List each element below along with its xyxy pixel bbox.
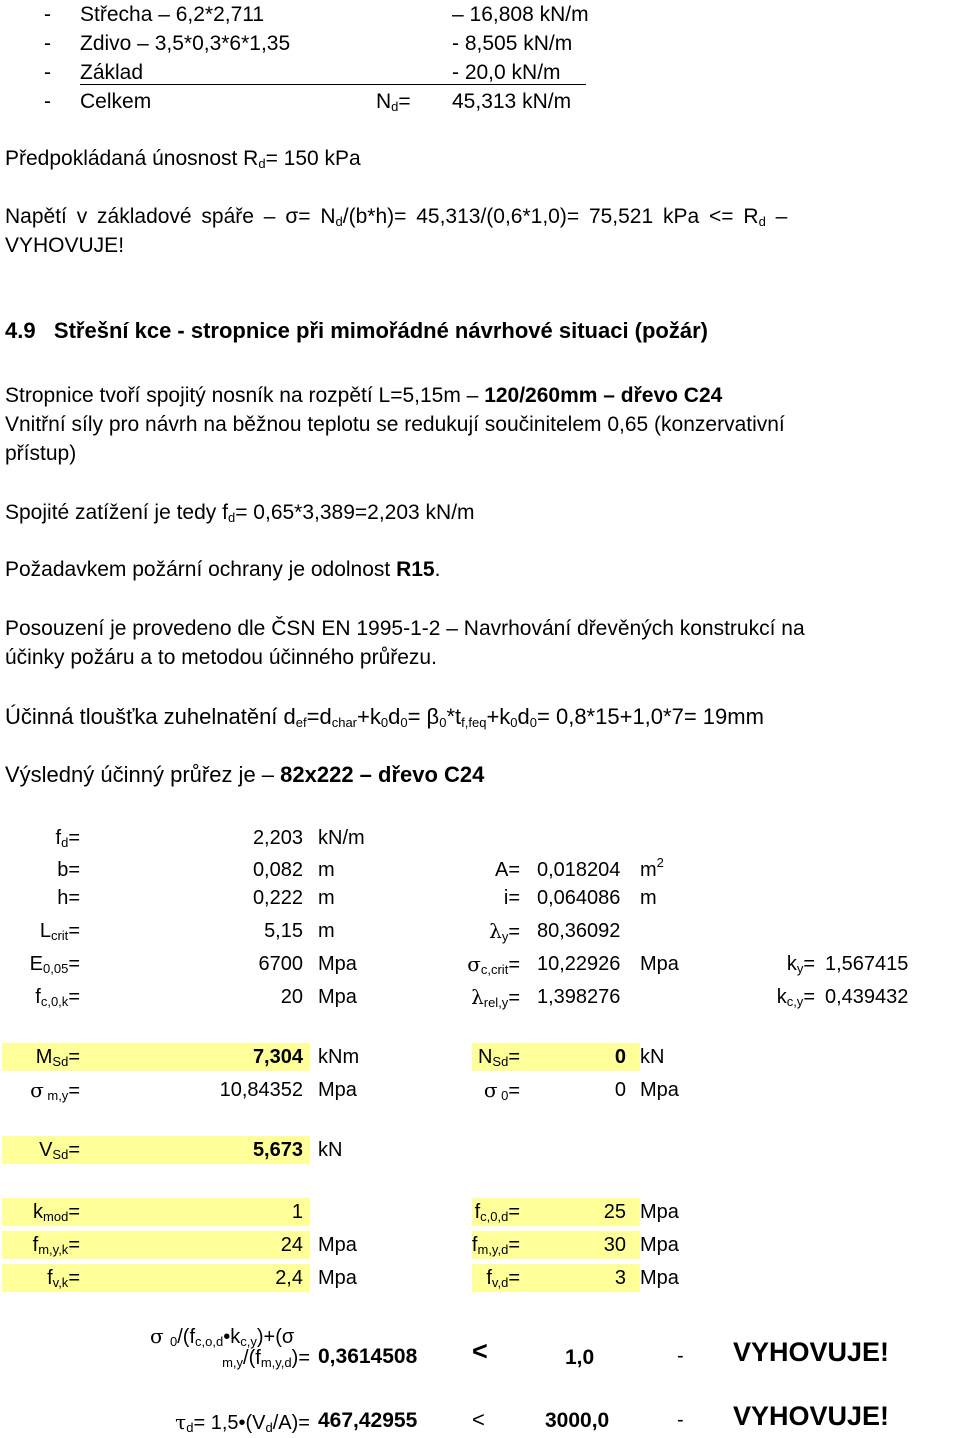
Nsd-unit: kN: [640, 1046, 665, 1068]
check1-formula: σ $_0/(f_{c,o,d}•k_{c,y})+(\sigma$: [150, 1324, 295, 1349]
sigma-my-value: 10,84352: [219, 1079, 303, 1101]
Msd-unit: kNm: [318, 1046, 360, 1068]
paragraph-fire: Požadavkem požární ochrany je odolnost R15.: [5, 558, 441, 581]
fmyd-label: $f_{m,y,d}=$: [471, 1234, 520, 1257]
Vsd-value: 5,673: [252, 1139, 303, 1161]
fvd-label: $f_{v,d}=$: [486, 1267, 520, 1290]
sigma-crit-unit: Mpa: [640, 953, 679, 975]
check2-result: VYHOVUJE!: [733, 1401, 890, 1431]
load-value-roof: – 16,808 kN/m: [452, 3, 589, 26]
check2-dash: -: [677, 1409, 684, 1431]
kmod-label: $k_{mod}=$: [33, 1201, 80, 1224]
fmyk-unit: Mpa: [318, 1234, 357, 1256]
sigma0-label: σ $_0$=: [483, 1078, 520, 1103]
check2-limit: 3000,0: [545, 1409, 610, 1432]
Vsd-label: $V_{Sd}=$: [39, 1139, 80, 1162]
check1-dash: -: [677, 1345, 684, 1367]
paragraph-standard-2: účinky požáru a to metodou účinného průřezu.: [5, 646, 437, 669]
paragraph-char: Účinná tloušťka zuhelnatění $d_{ef}=d_{char}+k_0d_0= \beta_0*t_{f,feq}+k_0d_0= 0,8*15+1,0*7= 19mm$: [5, 704, 764, 730]
fmyk-value: 24: [280, 1234, 303, 1256]
h-value: 0,222: [252, 887, 303, 909]
kcy-value: 0,439432: [825, 986, 909, 1008]
Msd-label: $M_{Sd}=$: [35, 1046, 80, 1069]
fvk-label: $f_{v,k}=$: [47, 1267, 80, 1290]
Msd-value: 7,304: [252, 1046, 303, 1068]
load-dash: -: [44, 3, 51, 26]
lambda-value: 80,36092: [537, 920, 621, 942]
lcrit-value: 5,15: [264, 920, 303, 942]
paragraph-load: Spojité zatížení je tedy $f_d= 0,65*3,389=2,203$ kN/m: [5, 501, 475, 525]
lambda-label: $\lambda_y=$: [489, 919, 520, 944]
h-unit: m: [318, 887, 335, 909]
sigma-crit-value: 10,22926: [537, 953, 621, 975]
lambda-rel-value: 1,398276: [537, 986, 621, 1008]
sum-line: [80, 84, 586, 85]
section-heading: 4.9 Střešní kce - stropnice při mimořádné návrhové situaci (požár): [5, 318, 708, 343]
E-label: $E_{0,05}=$: [29, 953, 80, 976]
paragraph-standard: Posouzení je provedeno dle ČSN EN 1995-1-2 – Navrhování dřevěných konstrukcí na: [5, 617, 805, 640]
check1-result: VYHOVUJE!: [733, 1337, 890, 1367]
A-label: A=: [494, 859, 520, 881]
ky-value: 1,567415: [825, 953, 909, 975]
load-label-roof: Střecha – 6,2*2,711: [80, 3, 265, 26]
load-value-total: 45,313 kN/m: [452, 90, 572, 113]
fmyk-label: $f_{m,y,k}=$: [32, 1234, 80, 1257]
paragraph-reduction: Vnitřní síly pro návrh na běžnou teplotu se redukují součinitelem 0,65 (konzervativní: [5, 413, 785, 436]
i-unit: m: [640, 887, 657, 909]
E-unit: Mpa: [318, 953, 357, 975]
E-value: 6700: [258, 953, 303, 975]
ky-label: $k_y=$: [786, 953, 815, 976]
kmod-value: 1: [291, 1201, 303, 1223]
capacity-line: Předpokládaná únosnost $R_d= 150$ kPa: [5, 147, 361, 171]
fvd-value: 3: [614, 1267, 626, 1289]
fc0k-value: 20: [280, 986, 303, 1008]
paragraph-reduction-2: přístup): [5, 442, 77, 465]
check1-formula-2: $_{m,y}/(f_{m,y,d})=$: [222, 1347, 310, 1370]
load-value-base: - 20,0 kN/m: [452, 61, 561, 84]
load-value-wall: - 8,505 kN/m: [452, 32, 573, 55]
sigma-my-label: σ $_{m,y}$=: [30, 1078, 80, 1103]
check1-value: 0,3614508: [318, 1345, 418, 1368]
check2-formula: $\tau_d=$ $1,5•(V_d/A)=$: [175, 1410, 310, 1435]
Vsd-unit: kN: [318, 1139, 343, 1161]
fmyd-value: 30: [603, 1234, 626, 1256]
fvd-unit: Mpa: [640, 1267, 679, 1289]
load-dash: -: [44, 61, 51, 84]
fc0k-label: $f_{c,0,k}=$: [35, 986, 80, 1009]
fvk-unit: Mpa: [318, 1267, 357, 1289]
load-label-base: Základ: [80, 61, 144, 84]
b-unit: m: [318, 859, 335, 881]
b-value: 0,082: [252, 859, 303, 881]
fc0d-value: 25: [603, 1201, 626, 1223]
A-unit: $m^2$: [640, 855, 664, 881]
fd-label: $f_d=$: [55, 827, 80, 850]
lcrit-label: $L_{crit}=$: [39, 920, 80, 943]
load-dash: -: [44, 32, 51, 55]
fc0k-unit: Mpa: [318, 986, 357, 1008]
check1-limit: 1,0: [565, 1346, 595, 1369]
load-label-wall: Zdivo – 3,5*0,3*6*1,35: [80, 32, 291, 55]
check2-operator: <: [472, 1407, 485, 1432]
stress-line: Napětí v základové spáře – $\sigma= N_d/(b*h)= 45,313/(0,6*1,0)= 75,521$ kPa <= $R_d$ –: [5, 205, 788, 229]
load-dash: -: [44, 90, 51, 113]
sigma0-unit: Mpa: [640, 1079, 679, 1101]
fc0d-unit: Mpa: [640, 1201, 679, 1223]
paragraph-section: Výsledný účinný průřez je – 82x222 – dřevo C24: [5, 762, 485, 787]
sigma-crit-label: $\sigma_{c,crit}=$: [467, 952, 520, 977]
sigma0-value: 0: [614, 1079, 626, 1101]
paragraph-beam: Stropnice tvoří spojitý nosník na rozpětí L=5,15m – 120/260mm – dřevo C24: [5, 384, 723, 407]
b-label: b=: [57, 859, 80, 881]
i-label: i=: [503, 887, 520, 909]
fd-value: 2,203: [252, 827, 303, 849]
fd-unit: kN/m: [318, 827, 365, 849]
kcy-label: $k_{c,y}=$: [776, 986, 815, 1009]
Nsd-value: 0: [614, 1046, 626, 1068]
stress-result: VYHOVUJE!: [5, 234, 125, 257]
i-value: 0,064086: [537, 887, 621, 909]
fmyd-unit: Mpa: [640, 1234, 679, 1256]
fc0d-label: $f_{c,0,d}=$: [474, 1201, 520, 1224]
A-value: 0,018204: [537, 859, 621, 881]
sigma-my-unit: Mpa: [318, 1079, 357, 1101]
load-total-symbol: $N_d=$: [376, 90, 411, 114]
check1-operator: <: [472, 1336, 488, 1366]
lambda-rel-label: $\lambda_{rel,y}=$: [471, 985, 520, 1010]
fvk-value: 2,4: [275, 1267, 303, 1289]
lcrit-unit: m: [318, 920, 335, 942]
Nsd-label: $N_{Sd}=$: [477, 1046, 520, 1069]
load-label-total: Celkem: [80, 90, 152, 113]
h-label: h=: [57, 887, 80, 909]
check2-value: 467,42955: [318, 1409, 418, 1432]
